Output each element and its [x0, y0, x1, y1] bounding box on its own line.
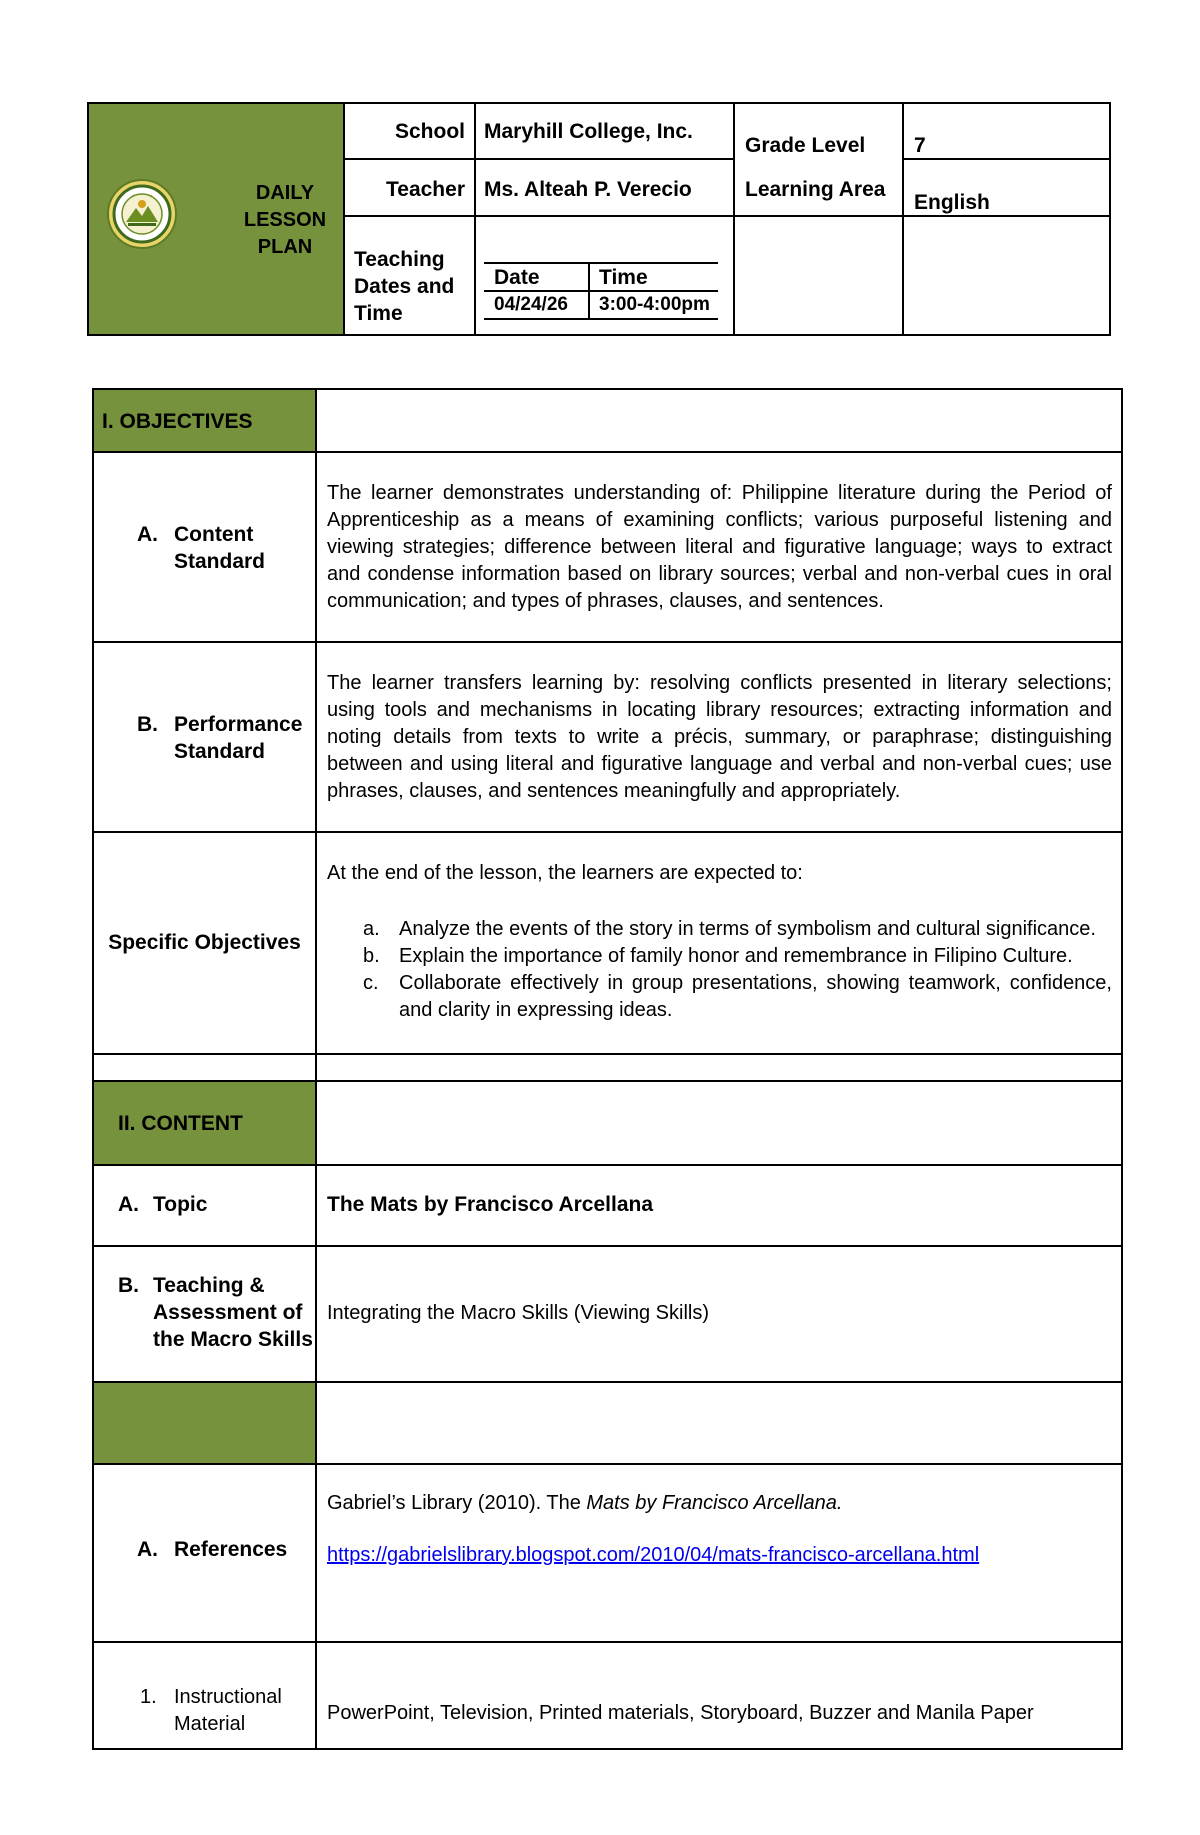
label-line: Teaching &: [153, 1274, 265, 1297]
specific-objectives-intro: At the end of the lesson, the learners are expected to:: [327, 862, 803, 884]
school-label: School: [394, 120, 465, 143]
topic-value: The Mats by Francisco Arcellana: [327, 1193, 654, 1216]
macro-skills-label: [118, 1272, 313, 1353]
teacher-label: Teacher: [386, 178, 465, 201]
dates-label-line: Teaching: [354, 248, 445, 271]
label-line: Assessment of: [153, 1301, 303, 1324]
teacher-value: Ms. Alteah P. Verecio: [484, 178, 692, 201]
instructional-material-label: [140, 1684, 315, 1738]
label-line: Standard: [174, 740, 266, 763]
content-standard-label: [137, 521, 307, 575]
performance-standard-label: [137, 711, 307, 765]
list-item: [363, 970, 1112, 1024]
specific-objectives-label: Specific Objectives: [108, 931, 301, 954]
dates-label-line: Dates and: [354, 275, 455, 298]
reference-link[interactable]: https://gabrielslibrary.blogspot.com/2010/04/mats-francisco-arcellana.html: [327, 1544, 980, 1566]
label-line: Content: [174, 523, 254, 546]
label-marker: B.: [137, 713, 158, 736]
title-line: PLAN: [257, 236, 313, 258]
resources-heading-cell: [94, 1383, 315, 1463]
label-line: the Macro Skills: [153, 1328, 313, 1351]
specific-objectives-list: [327, 916, 1112, 1024]
citation-title: Mats by Francisco Arcellana.: [586, 1492, 843, 1514]
list-marker: a.: [363, 918, 380, 940]
references-label: [137, 1536, 312, 1563]
time-value: 3:00-4:00pm: [599, 294, 710, 315]
label-marker: B.: [118, 1274, 139, 1297]
school-seal-icon: [106, 178, 178, 250]
title-line: LESSON: [243, 209, 327, 231]
date-header: Date: [494, 266, 540, 289]
list-item: [363, 943, 1112, 970]
teaching-dates-label: [354, 246, 472, 327]
label-marker: A.: [118, 1193, 139, 1216]
label-marker: 1.: [140, 1686, 157, 1708]
citation-text: Gabriel’s Library (2010). The: [327, 1492, 587, 1514]
label-line: Instructional: [174, 1686, 282, 1708]
date-value: 04/24/26: [494, 294, 568, 315]
label-line: Material: [174, 1713, 246, 1735]
grade-level-label: Grade Level: [745, 134, 866, 157]
title-line: DAILY: [255, 182, 315, 204]
label-line: Standard: [174, 550, 266, 573]
label-line: Performance: [174, 713, 303, 736]
performance-standard-text: The learner transfers learning by: resolving conflicts presented in literary selections; using tools and mechanisms in locating library resources; extracting information and noting details from texts to write a précis, summary, or paraphrase; distinguishing between and using literal and figurative language and verbal and non-verbal cues; use phrases, clauses, and sentences meaningfully and appropriately.: [327, 672, 1112, 802]
list-marker: b.: [363, 945, 380, 967]
list-marker: c.: [363, 972, 379, 994]
topic-label: [118, 1191, 308, 1218]
list-text: Collaborate effectively in group presentations, showing teamwork, confidence, and clarity in expressing ideas.: [399, 972, 1112, 1021]
learning-area-value: English: [914, 191, 990, 214]
reference-citation: [327, 1490, 1112, 1517]
list-item: [363, 916, 1112, 943]
learning-area-label: Learning Area: [745, 178, 886, 201]
macro-skills-value: Integrating the Macro Skills (Viewing Skills): [327, 1302, 710, 1324]
content-standard-text: The learner demonstrates understanding of: Philippine literature during the Period of Apprenticeship as a means of examining conflicts; various purposeful listening and viewing strategies; difference between literal and figurative language; ways to extract and condense information based on library sources; verbal and non-verbal cues in oral communication; and types of phrases, clauses, and sentences.: [327, 482, 1112, 612]
list-text: Analyze the events of the story in terms of symbolism and cultural significance.: [399, 918, 1096, 940]
content-heading: II. CONTENT: [118, 1112, 243, 1135]
time-header: Time: [599, 266, 648, 289]
dates-label-line: Time: [354, 302, 403, 325]
label-marker: A.: [137, 523, 158, 546]
lesson-plan-title: [225, 180, 345, 261]
objectives-heading: I. OBJECTIVES: [102, 410, 253, 433]
label-line: References: [174, 1538, 288, 1561]
grade-level-value: 7: [914, 134, 926, 157]
label-marker: A.: [137, 1538, 158, 1561]
list-text: Explain the importance of family honor and remembrance in Filipino Culture.: [399, 945, 1073, 967]
instructional-material-value: PowerPoint, Television, Printed materials, Storyboard, Buzzer and Manila Paper: [327, 1702, 1034, 1724]
school-value: Maryhill College, Inc.: [484, 120, 693, 143]
label-line: Topic: [153, 1193, 208, 1216]
